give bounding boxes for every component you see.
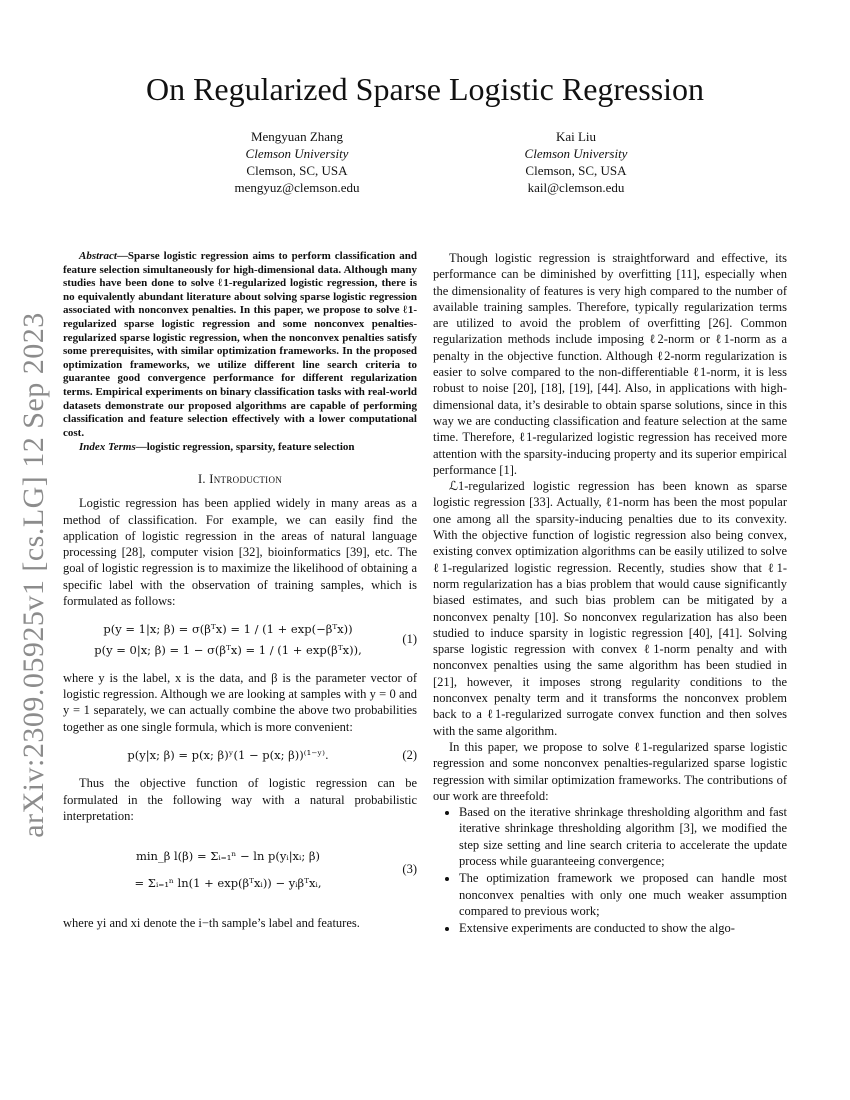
list-item: • Based on the iterative shrinkage thresholding algorithm and fast iterative shrinkage thresholding algorithm [3], we modified the step size setting and line search criteria to accelerate the update process while guaranteeing convergence; <box>459 804 787 869</box>
equation-line: p(y = 0|x; β) = 1 − σ(βᵀx) = 1 / (1 + exp(βᵀx)), <box>94 642 362 657</box>
author-name: Kai Liu <box>555 129 597 144</box>
section-heading <box>63 471 417 487</box>
paragraph: Thus the objective function of logistic regression can be formulated in the following way with a natural probabilistic interpretation: <box>63 776 417 823</box>
author-location: Clemson, SC, USA <box>246 163 348 178</box>
author-email: mengyuz@clemson.edu <box>234 180 360 195</box>
right-column <box>433 250 787 937</box>
equation-line: = Σᵢ₌₁ⁿ ln(1 + exp(βᵀxᵢ)) − yᵢβᵀxᵢ, <box>134 875 322 890</box>
author-block-2 <box>446 128 706 196</box>
equation-number: (2) <box>402 748 417 763</box>
author-affiliation: Clemson University <box>245 146 349 161</box>
paragraph: In this paper, we propose to solve ℓ1-regularized sparse logistic regression and some nonconvex penalties-regularized sparse logistic regression with similar optimization frameworks. The contributions of our work are threefold: <box>433 739 787 803</box>
paper-title: On Regularized Sparse Logistic Regression <box>145 71 705 107</box>
author-affiliation: Clemson University <box>524 146 628 161</box>
index-terms-label: Index Terms <box>79 441 136 454</box>
list-item: • The optimization framework we proposed can handle most nonconvex penalties with only one much weaker assumption compared to previous work; <box>459 870 787 919</box>
abstract-label: Abstract <box>79 250 117 262</box>
arxiv-identifier: arXiv:2309.05925v1 [cs.LG] 12 Sep 2023 <box>17 312 51 838</box>
equation-2 <box>63 743 417 767</box>
arxiv-stamp <box>14 295 54 855</box>
paragraph: where yi and xi denote the i−th sample’s label and features. <box>63 915 360 930</box>
author-email: kail@clemson.edu <box>527 180 625 195</box>
index-terms <box>63 441 417 455</box>
equation-line: min_β l(β) = Σᵢ₌₁ⁿ − ln p(yᵢ|xᵢ; β) <box>135 849 321 864</box>
paragraph: ℒ1-regularized logistic regression has been known as sparse logistic regression [33]. Actually, ℓ1-norm has been the most popular one among all the sparsity-inducing penalties due to its convexity. With the objective function of logistic regression also being convex, existing convex optimization algorithms can be easily utilized to solve ℓ1-regularized logistic regression. Recently, studies show that ℓ1-norm regularization has a bias problem that would cause significantly biased estimates, and such bias problem can be mitigated by a nonconvex penalty [10]. So nonconvex regularization has also been studied to induce sparsity in logistic regression [40], [41]. Solving sparse logistic regression with convex ℓ1-norm penalty and with nonconvex penalties using the same algorithm has been studied in [21], however, it imposes strong regularity conditions to the nonconvex penalty term and it transforms the nonconvex problem back to a ℓ1-regularized surrogate convex function and then solves with the same algorithm. <box>433 479 787 738</box>
author-name: Mengyuan Zhang <box>250 129 344 144</box>
index-terms-text: —logistic regression, sparsity, feature selection <box>135 441 355 454</box>
section-title: Introduction <box>209 471 283 486</box>
paragraph: where y is the label, x is the data, and β is the parameter vector of logistic regression. Although we are looking at samples with y = 0 and y = 1 separately, we can actually combine the above two probabilities together as one single formula, which is more convenient: <box>63 670 417 734</box>
equation-line: p(y = 1|x; β) = σ(βᵀx) = 1 / (1 + exp(−βᵀx)) <box>103 622 353 637</box>
equation-line: p(y|x; β) = p(x; β)ʸ(1 − p(x; β))⁽¹⁻ʸ⁾. <box>127 748 329 763</box>
contributions-list <box>433 804 787 936</box>
author-location: Clemson, SC, USA <box>525 163 627 178</box>
section-numeral: I. <box>197 471 210 486</box>
author-block-1 <box>167 128 427 196</box>
equation-1 <box>63 617 417 662</box>
equation-number: (3) <box>402 862 417 877</box>
list-item: • Extensive experiments are conducted to show the algo- <box>459 920 787 936</box>
paragraph: Though logistic regression is straightforward and effective, its performance can be diminished by overfitting [11], especially when the dimensionality of features is very high compared to the number of available training samples. Therefore, typically regularization terms are utilized to avoid the problem of overfitting [26]. Common regularization methods include imposing ℓ2-norm or ℓ1-norm as a penalty in the objective function. Although ℓ2-norm regularization is easier to solve compared to the non-differentiable ℓ1-norm, it is less robust to noise [20], [18], [19], [44]. Also, in applications with high-dimensional data, it’s desirable to obtain sparse solutions, since in this way we are conducting classification and feature selection at the same time. Therefore, ℓ1-regularized logistic regression has received more attention with the sparsity-inducing property and its superior empirical performance [1]. <box>433 251 787 477</box>
abstract-text: —Sparse logistic regression aims to perform classification and feature selection simultaneously for high-dimensional data. Although many studies have been done to solve ℓ1-regularized logistic regression, there is no equivalently abundant literature about solving sparse logistic regression associated with nonconvex penalties. In this paper, we propose to solve ℓ1-regularized sparse logistic regression and some nonconvex penalties-regularized sparse logistic regression, when the nonconvex penalties satisfy some prerequisites, with similar optimization frameworks. In the proposed optimization frameworks, we utilize different line search criteria to guarantee good convergence performance for different regularization terms. Empirical experiments on binary classification tasks with real-world datasets demonstrate our proposed algorithms are capable of performing classification and feature selection effectively with a lower computational cost. <box>63 250 417 439</box>
equation-3 <box>63 838 417 901</box>
equation-number: (1) <box>402 632 417 647</box>
left-column <box>63 250 417 931</box>
paragraph: Logistic regression has been applied widely in many areas as a method of classification. For example, we can easily find the application of logistic regression in the areas of natural language processing [28], computer vision [32], bioinformatics [39], etc. The goal of logistic regression is to maximize the likelihood of obtaining a specific label with the observation of training samples, which is formulated as follows: <box>63 496 417 608</box>
abstract <box>63 250 417 440</box>
